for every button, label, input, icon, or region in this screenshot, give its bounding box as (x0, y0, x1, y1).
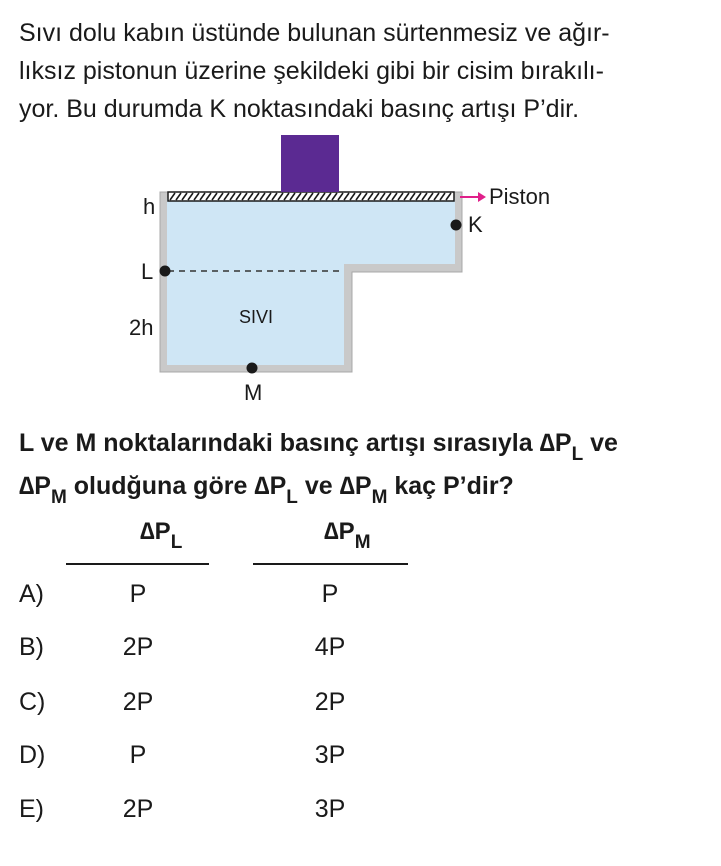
hdr-sub: M (354, 532, 371, 553)
hdr-main: ∆P (324, 518, 355, 545)
q-sub: L (286, 487, 298, 508)
option-b-pm: 4P (314, 633, 346, 661)
label-sivi: SIVI (239, 307, 274, 327)
header-rule (66, 563, 209, 565)
option-d-pl: P (129, 741, 147, 769)
liquid (167, 198, 455, 365)
option-e-pl: 2P (122, 795, 154, 823)
piston-container-diagram (0, 130, 721, 410)
q-text: ve ∆P (297, 472, 372, 500)
option-d-letter[interactable]: D) (19, 741, 46, 769)
q-text: L ve M noktalarındaki basınç artışı sırasıyla ∆P (19, 429, 572, 457)
point-l (160, 266, 171, 277)
option-a-letter[interactable]: A) (19, 580, 44, 608)
label-m: M (244, 380, 263, 405)
q-sub: M (50, 487, 67, 508)
hdr-sub: L (170, 532, 183, 553)
q-sub: M (371, 487, 388, 508)
q-text: oludğuna göre ∆P (66, 472, 287, 500)
header-delta-pl (140, 518, 183, 553)
option-b-pl: 2P (122, 633, 154, 661)
intro-line: lıksız pistonun üzerine şekildeki gibi bir cisim bırakılı- (19, 57, 604, 85)
q-text: kaç P’dir? (387, 472, 514, 500)
intro-line: yor. Bu durumda K noktasındaki basınç artışı P’dir. (19, 95, 580, 123)
header-rule (253, 563, 408, 565)
question-text (19, 423, 709, 509)
label-k: K (468, 212, 483, 237)
option-d-pm: 3P (314, 741, 346, 769)
point-m (247, 363, 258, 374)
question-line-1 (19, 423, 709, 466)
option-c-pl: 2P (122, 688, 154, 716)
hdr-main: ∆P (140, 518, 171, 545)
option-a-pm: P (321, 580, 339, 608)
label-piston: Piston (489, 184, 551, 209)
question-intro (19, 14, 709, 128)
option-c-pm: 2P (314, 688, 346, 716)
label-l: L (141, 259, 154, 284)
point-k (451, 220, 462, 231)
label-2h: 2h (129, 315, 154, 340)
intro-line: Sıvı dolu kabın üstünde bulunan sürtenmesiz ve ağır- (19, 19, 610, 47)
q-text: ve (583, 429, 618, 457)
piston-arrow-head (478, 192, 486, 202)
option-b-letter[interactable]: B) (19, 633, 44, 661)
block (281, 135, 339, 192)
option-e-letter[interactable]: E) (19, 795, 44, 823)
q-sub: L (571, 444, 584, 465)
option-c-letter[interactable]: C) (19, 688, 46, 716)
question-line-2 (19, 466, 709, 509)
label-h: h (143, 194, 156, 219)
header-delta-pm (324, 518, 371, 553)
option-a-pl: P (129, 580, 147, 608)
q-text: ∆P (19, 472, 51, 500)
option-e-pm: 3P (314, 795, 346, 823)
